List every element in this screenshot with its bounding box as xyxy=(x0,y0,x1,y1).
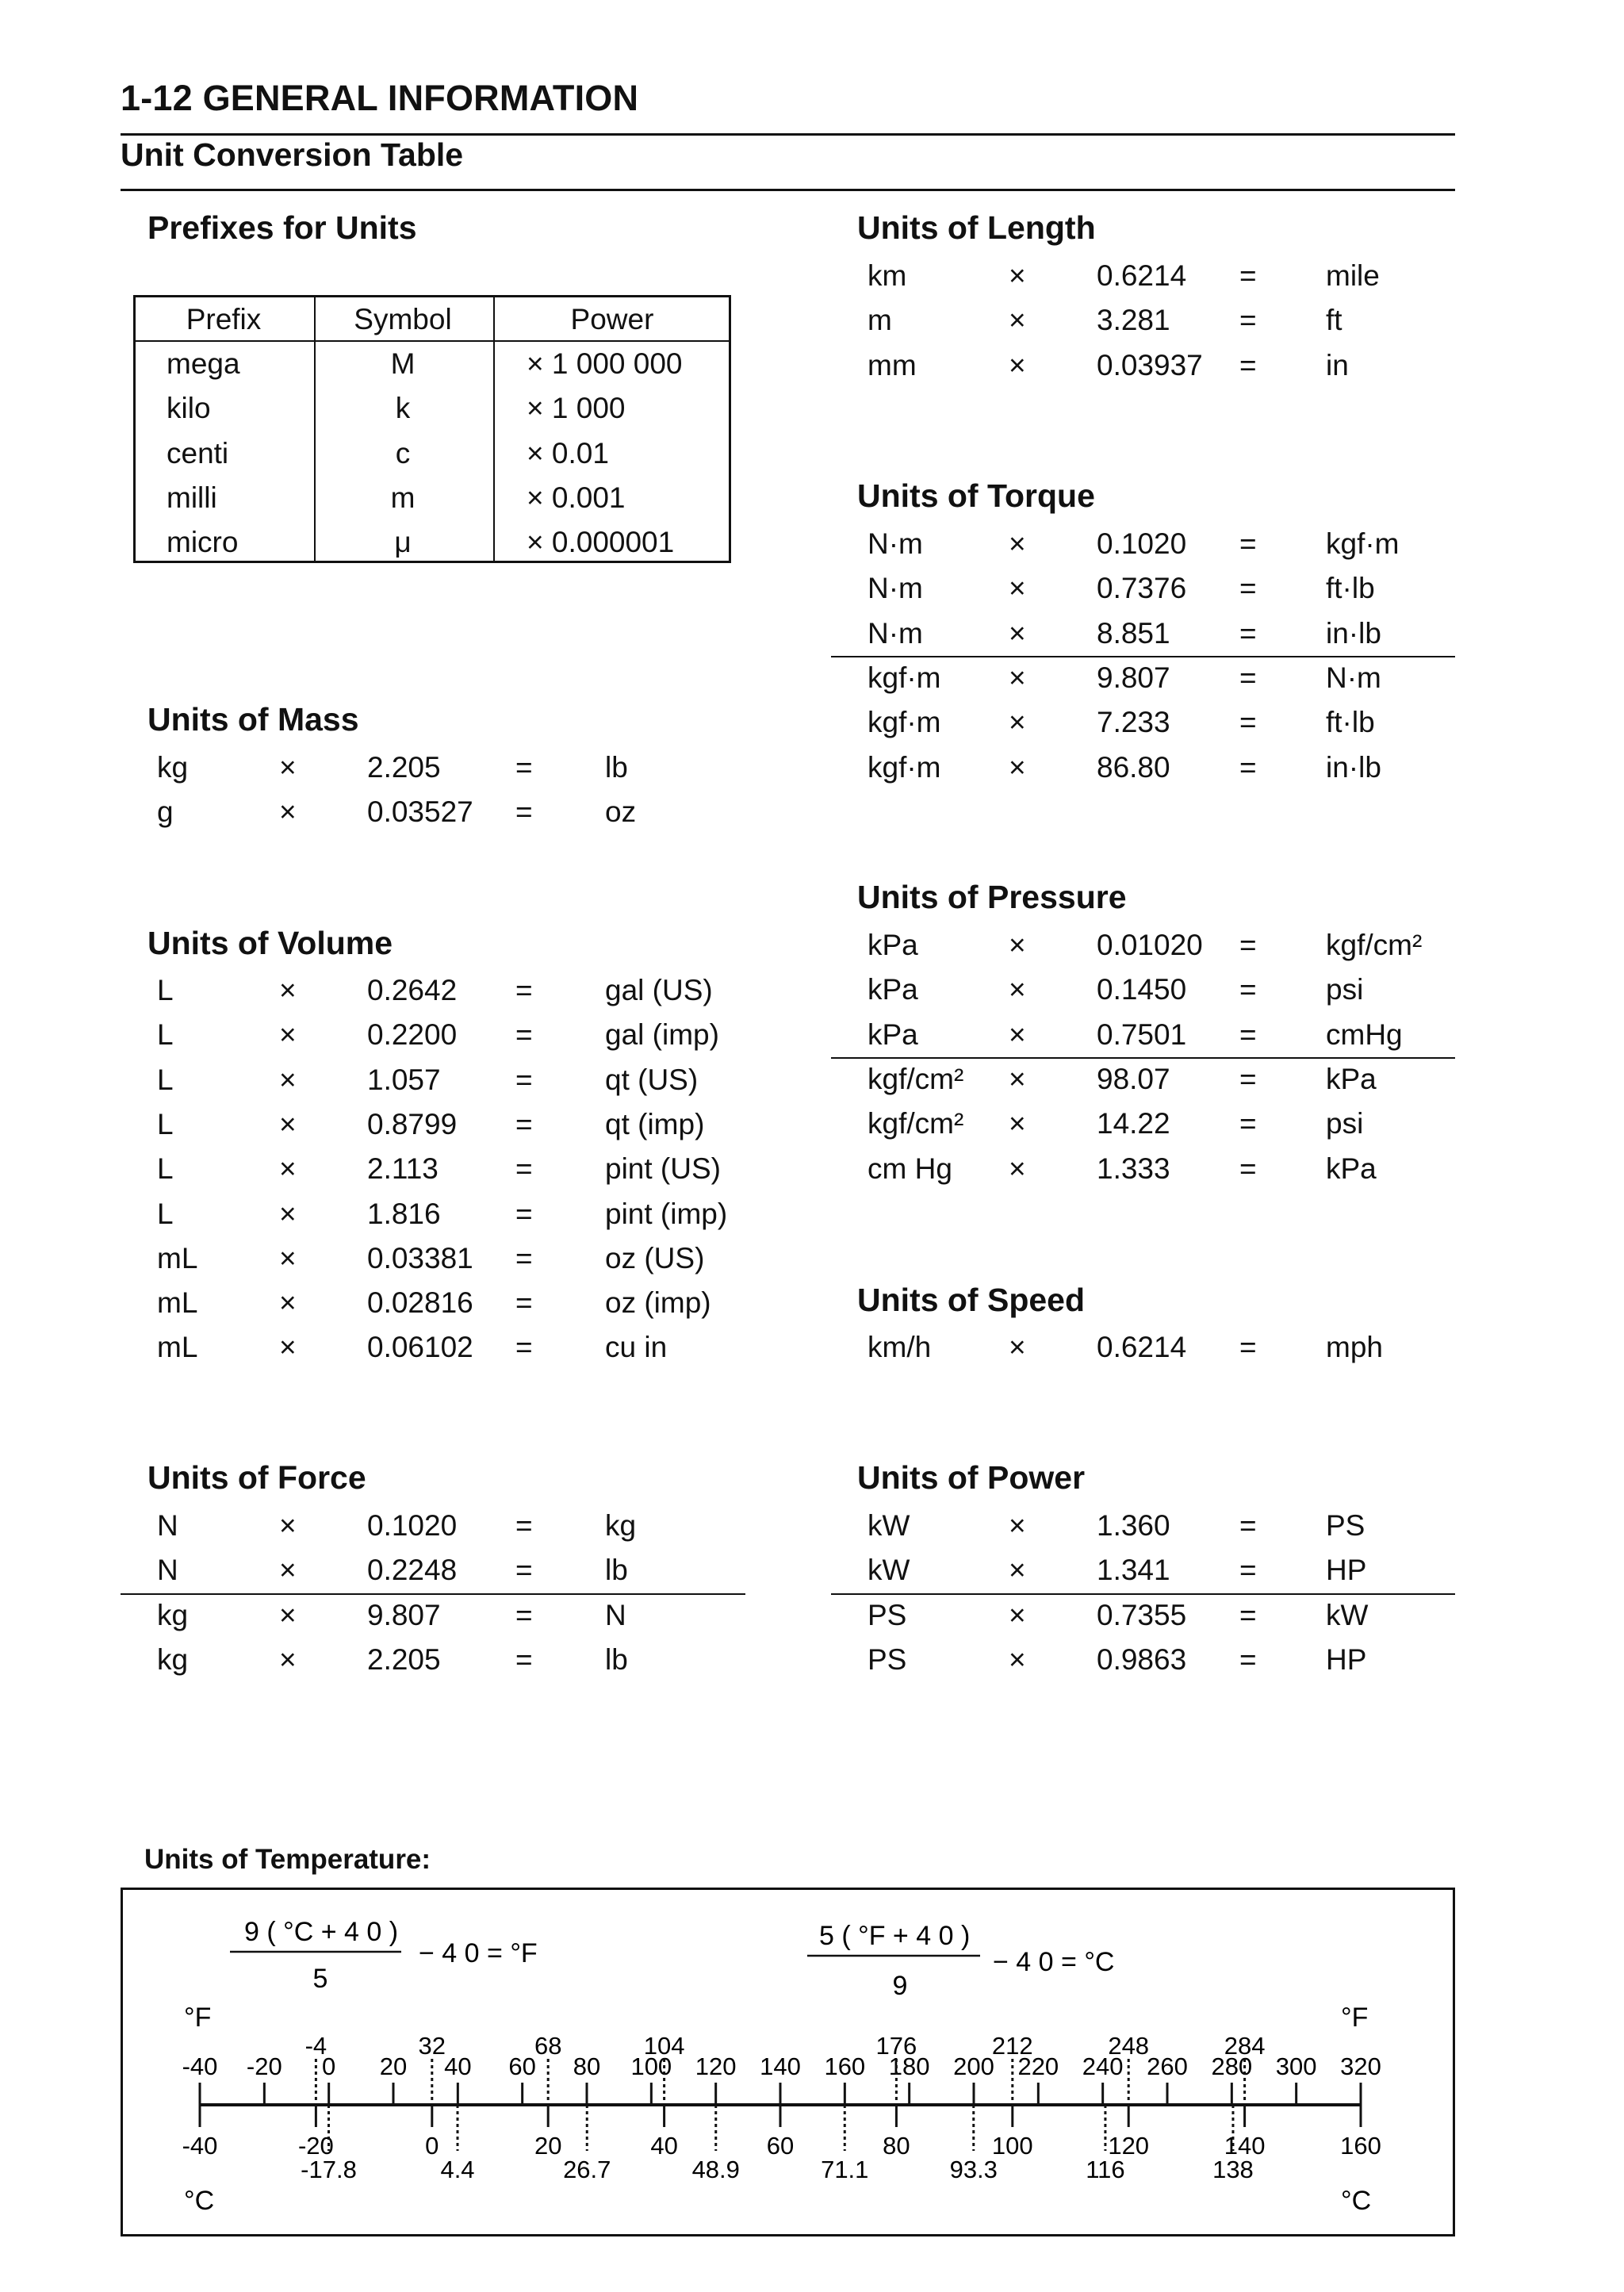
mass-times-sign: × xyxy=(279,795,297,829)
pressure-to-unit: kPa xyxy=(1326,1062,1377,1095)
c-special-label: 4.4 xyxy=(440,2156,475,2183)
pressure-to-unit: psi xyxy=(1326,1107,1364,1140)
prefix-symbol: m xyxy=(390,481,416,514)
power-to-unit: kW xyxy=(1326,1598,1369,1631)
pressure-from-unit: kPa xyxy=(868,1018,918,1051)
mass-factor: 2.205 xyxy=(367,751,441,784)
page-subtitle: Unit Conversion Table xyxy=(121,136,464,173)
length-factor: 0.03937 xyxy=(1097,348,1203,381)
volume-factor: 0.8799 xyxy=(367,1107,458,1140)
volume-to-unit: gal (US) xyxy=(605,974,713,1006)
power-from-unit: kW xyxy=(868,1554,910,1587)
pressure-to-unit: kgf/cm² xyxy=(1326,929,1423,961)
power-equals-sign: = xyxy=(1239,1509,1257,1542)
formula-f-to-c-result: − 4 0 = °C xyxy=(993,1947,1115,1977)
fahrenheit-label-left: °F xyxy=(184,2003,212,2033)
power-from-unit: PS xyxy=(868,1598,907,1631)
force-times-sign: × xyxy=(279,1509,297,1542)
torque-to-unit: in·lb xyxy=(1326,616,1381,650)
volume-factor: 0.2642 xyxy=(367,974,458,1006)
mass-times-sign: × xyxy=(279,751,297,784)
power-equals-sign: = xyxy=(1239,1642,1257,1676)
volume-from-unit: mL xyxy=(157,1241,198,1274)
force-to-unit: lb xyxy=(605,1554,628,1587)
prefix-table-header: Power xyxy=(570,303,654,335)
force-to-unit: N xyxy=(605,1598,626,1631)
c-special-label: -17.8 xyxy=(301,2156,357,2183)
volume-times-sign: × xyxy=(279,1197,297,1230)
speed-to-unit: mph xyxy=(1326,1331,1383,1363)
celsius-label-left: °C xyxy=(184,2186,215,2216)
mass-from-unit: kg xyxy=(157,751,189,784)
volume-from-unit: L xyxy=(157,1063,174,1096)
speed-times-sign: × xyxy=(1009,1331,1026,1363)
prefix-name: milli xyxy=(167,481,217,514)
power-factor: 0.7355 xyxy=(1097,1598,1187,1631)
volume-times-sign: × xyxy=(279,1152,297,1186)
torque-times-sign: × xyxy=(1009,572,1026,605)
prefix-power: × 0.01 xyxy=(527,436,609,470)
volume-equals-sign: = xyxy=(515,1286,533,1320)
c-tick-label: 40 xyxy=(650,2132,678,2160)
force-factor: 0.2248 xyxy=(367,1554,458,1587)
speed-title: Units of Speed xyxy=(857,1282,1086,1318)
volume-from-unit: L xyxy=(157,1152,174,1186)
torque-equals-sign: = xyxy=(1239,750,1257,784)
pressure-to-unit: cmHg xyxy=(1326,1018,1403,1051)
force-equals-sign: = xyxy=(515,1554,533,1587)
power-equals-sign: = xyxy=(1239,1554,1257,1587)
formula-c-to-f-denominator: 5 xyxy=(312,1964,328,1994)
prefix-symbol: μ xyxy=(394,526,412,559)
f-special-label: 104 xyxy=(643,2032,685,2060)
pressure-from-unit: cm Hg xyxy=(868,1152,952,1185)
c-special-label: 116 xyxy=(1086,2156,1125,2183)
volume-to-unit: oz (US) xyxy=(605,1241,705,1274)
c-tick-label: -20 xyxy=(297,2132,334,2160)
force-from-unit: N xyxy=(157,1554,178,1587)
length-equals-sign: = xyxy=(1239,259,1257,292)
c-tick-label: 0 xyxy=(425,2132,439,2160)
f-tick-label: 220 xyxy=(1017,2052,1059,2080)
torque-to-unit: kgf·m xyxy=(1326,527,1400,560)
volume-from-unit: mL xyxy=(157,1286,198,1320)
pressure-equals-sign: = xyxy=(1239,1018,1257,1051)
prefix-name: centi xyxy=(167,436,229,470)
torque-equals-sign: = xyxy=(1239,616,1257,650)
prefix-power: × 1 000 xyxy=(527,392,626,425)
f-tick-label: 200 xyxy=(953,2052,994,2080)
length-from-unit: mm xyxy=(868,348,917,381)
f-tick-label: 240 xyxy=(1082,2052,1124,2080)
volume-factor: 0.03381 xyxy=(367,1241,473,1274)
volume-equals-sign: = xyxy=(515,1197,533,1230)
pressure-from-unit: kgf/cm² xyxy=(868,1062,964,1095)
formula-f-to-c-numerator: 5 ( °F + 4 0 ) xyxy=(819,1921,971,1951)
power-title: Units of Power xyxy=(857,1459,1086,1496)
torque-factor: 0.7376 xyxy=(1097,572,1187,605)
power-times-sign: × xyxy=(1009,1509,1026,1542)
f-tick-label: 300 xyxy=(1275,2052,1317,2080)
formula-f-to-c-denominator: 9 xyxy=(892,1971,908,2001)
pressure-from-unit: kgf/cm² xyxy=(868,1107,964,1140)
c-tick-label: 140 xyxy=(1224,2132,1266,2160)
volume-to-unit: cu in xyxy=(605,1331,668,1364)
f-special-label: 32 xyxy=(418,2032,446,2060)
torque-to-unit: ft·lb xyxy=(1326,572,1375,605)
volume-equals-sign: = xyxy=(515,1331,533,1364)
pressure-factor: 0.01020 xyxy=(1097,929,1203,961)
force-times-sign: × xyxy=(279,1598,297,1631)
torque-equals-sign: = xyxy=(1239,706,1257,739)
pressure-times-sign: × xyxy=(1009,973,1026,1006)
length-to-unit: ft xyxy=(1326,304,1342,337)
volume-to-unit: qt (imp) xyxy=(605,1107,705,1140)
pressure-from-unit: kPa xyxy=(868,929,918,961)
volume-times-sign: × xyxy=(279,1063,297,1096)
torque-from-unit: N·m xyxy=(868,527,923,560)
c-tick-label: 80 xyxy=(883,2132,910,2160)
torque-times-sign: × xyxy=(1009,706,1026,739)
pressure-factor: 14.22 xyxy=(1097,1107,1170,1140)
pressure-times-sign: × xyxy=(1009,1018,1026,1051)
mass-equals-sign: = xyxy=(515,751,533,784)
torque-from-unit: kgf·m xyxy=(868,706,941,739)
temperature-title: Units of Temperature: xyxy=(144,1844,431,1875)
torque-from-unit: N·m xyxy=(868,572,923,605)
speed-equals-sign: = xyxy=(1239,1331,1257,1363)
formula-c-to-f-result: − 4 0 = °F xyxy=(419,1938,538,1968)
length-to-unit: mile xyxy=(1326,259,1380,292)
prefix-power: × 0.000001 xyxy=(527,526,675,559)
torque-to-unit: in·lb xyxy=(1326,750,1381,784)
volume-factor: 1.816 xyxy=(367,1197,441,1230)
length-times-sign: × xyxy=(1009,259,1026,292)
pressure-times-sign: × xyxy=(1009,929,1026,961)
f-tick-label: 160 xyxy=(824,2052,866,2080)
length-times-sign: × xyxy=(1009,304,1026,337)
force-factor: 9.807 xyxy=(367,1598,441,1631)
volume-times-sign: × xyxy=(279,1018,297,1052)
torque-times-sign: × xyxy=(1009,527,1026,560)
volume-equals-sign: = xyxy=(515,1241,533,1274)
power-factor: 1.360 xyxy=(1097,1509,1170,1542)
power-to-unit: PS xyxy=(1326,1509,1365,1542)
volume-to-unit: gal (imp) xyxy=(605,1018,719,1052)
force-times-sign: × xyxy=(279,1642,297,1676)
fahrenheit-label-right: °F xyxy=(1341,2003,1369,2033)
volume-factor: 2.113 xyxy=(367,1152,439,1186)
f-tick-label: 20 xyxy=(379,2052,408,2080)
prefix-table-header: Prefix xyxy=(186,303,262,335)
f-tick-label: 140 xyxy=(760,2052,801,2080)
force-from-unit: N xyxy=(157,1509,178,1542)
f-tick-label: 40 xyxy=(444,2052,472,2080)
pressure-times-sign: × xyxy=(1009,1107,1026,1140)
page-title: 1-12 GENERAL INFORMATION xyxy=(121,78,639,118)
power-from-unit: PS xyxy=(868,1642,907,1676)
volume-from-unit: L xyxy=(157,1107,174,1140)
c-special-label: 26.7 xyxy=(563,2156,611,2183)
torque-title: Units of Torque xyxy=(857,477,1095,514)
c-special-label: 48.9 xyxy=(691,2156,740,2183)
prefix-name: micro xyxy=(167,526,239,559)
force-times-sign: × xyxy=(279,1554,297,1587)
pressure-title: Units of Pressure xyxy=(857,879,1127,915)
force-factor: 2.205 xyxy=(367,1642,441,1676)
f-tick-label: 0 xyxy=(322,2052,336,2080)
volume-times-sign: × xyxy=(279,1241,297,1274)
pressure-equals-sign: = xyxy=(1239,1152,1257,1185)
force-factor: 0.1020 xyxy=(367,1509,458,1542)
c-tick-label: 60 xyxy=(766,2132,795,2160)
force-to-unit: lb xyxy=(605,1642,628,1676)
length-title: Units of Length xyxy=(857,209,1096,246)
prefix-power: × 1 000 000 xyxy=(527,347,683,380)
pressure-times-sign: × xyxy=(1009,1152,1026,1185)
force-title: Units of Force xyxy=(147,1459,366,1496)
volume-equals-sign: = xyxy=(515,974,533,1006)
volume-equals-sign: = xyxy=(515,1063,533,1096)
f-special-label: 212 xyxy=(991,2032,1033,2060)
celsius-label-right: °C xyxy=(1341,2186,1372,2216)
volume-equals-sign: = xyxy=(515,1152,533,1186)
volume-from-unit: L xyxy=(157,1197,174,1230)
pressure-equals-sign: = xyxy=(1239,1062,1257,1095)
f-special-label: 176 xyxy=(875,2032,917,2060)
c-special-label: 93.3 xyxy=(949,2156,998,2183)
power-to-unit: HP xyxy=(1326,1554,1367,1587)
power-factor: 1.341 xyxy=(1097,1554,1170,1587)
f-special-label: 248 xyxy=(1108,2032,1150,2060)
volume-factor: 0.06102 xyxy=(367,1331,473,1364)
pressure-to-unit: kPa xyxy=(1326,1152,1377,1185)
pressure-equals-sign: = xyxy=(1239,929,1257,961)
length-to-unit: in xyxy=(1326,348,1349,381)
torque-from-unit: N·m xyxy=(868,616,923,650)
volume-equals-sign: = xyxy=(515,1018,533,1052)
f-tick-label: 260 xyxy=(1147,2052,1188,2080)
torque-equals-sign: = xyxy=(1239,572,1257,605)
volume-to-unit: pint (imp) xyxy=(605,1197,728,1230)
c-tick-label: 120 xyxy=(1108,2132,1150,2160)
pressure-equals-sign: = xyxy=(1239,1107,1257,1140)
f-tick-label: 120 xyxy=(695,2052,737,2080)
volume-times-sign: × xyxy=(279,1331,297,1364)
c-tick-label: 20 xyxy=(534,2132,562,2160)
torque-equals-sign: = xyxy=(1239,661,1257,694)
f-tick-label: -40 xyxy=(182,2052,218,2080)
c-tick-label: 100 xyxy=(991,2132,1033,2160)
f-special-label: 284 xyxy=(1224,2032,1266,2060)
length-factor: 0.6214 xyxy=(1097,259,1187,292)
f-tick-label: 100 xyxy=(630,2052,672,2080)
c-special-label: 138 xyxy=(1212,2156,1254,2183)
mass-from-unit: g xyxy=(157,795,174,829)
c-special-label: 71.1 xyxy=(821,2156,869,2183)
volume-from-unit: mL xyxy=(157,1331,198,1364)
force-equals-sign: = xyxy=(515,1509,533,1542)
prefix-power: × 0.001 xyxy=(527,481,626,514)
length-from-unit: m xyxy=(868,304,892,337)
volume-from-unit: L xyxy=(157,1018,174,1052)
volume-times-sign: × xyxy=(279,974,297,1006)
force-equals-sign: = xyxy=(515,1642,533,1676)
mass-factor: 0.03527 xyxy=(367,795,473,829)
length-factor: 3.281 xyxy=(1097,304,1170,337)
prefixes-title: Prefixes for Units xyxy=(147,209,417,246)
torque-factor: 7.233 xyxy=(1097,706,1170,739)
force-from-unit: kg xyxy=(157,1598,189,1631)
volume-equals-sign: = xyxy=(515,1107,533,1140)
f-tick-label: -20 xyxy=(246,2052,282,2080)
pressure-factor: 0.1450 xyxy=(1097,973,1187,1006)
torque-from-unit: kgf·m xyxy=(868,750,941,784)
torque-factor: 9.807 xyxy=(1097,661,1170,694)
f-special-label: -4 xyxy=(304,2032,327,2060)
mass-to-unit: lb xyxy=(605,751,628,784)
pressure-to-unit: psi xyxy=(1326,973,1364,1006)
c-tick-label: 160 xyxy=(1340,2132,1381,2160)
torque-factor: 86.80 xyxy=(1097,750,1170,784)
length-times-sign: × xyxy=(1009,348,1026,381)
prefix-symbol: k xyxy=(395,392,411,425)
torque-to-unit: N·m xyxy=(1326,661,1381,694)
power-times-sign: × xyxy=(1009,1598,1026,1631)
torque-to-unit: ft·lb xyxy=(1326,706,1375,739)
volume-times-sign: × xyxy=(279,1107,297,1140)
power-from-unit: kW xyxy=(868,1509,910,1542)
volume-factor: 0.2200 xyxy=(367,1018,458,1052)
mass-title: Units of Mass xyxy=(147,701,359,738)
torque-equals-sign: = xyxy=(1239,527,1257,560)
torque-factor: 0.1020 xyxy=(1097,527,1187,560)
f-tick-label: 320 xyxy=(1340,2052,1381,2080)
length-from-unit: km xyxy=(868,259,907,292)
torque-times-sign: × xyxy=(1009,750,1026,784)
f-tick-label: 180 xyxy=(888,2052,930,2080)
prefix-name: mega xyxy=(167,347,240,380)
force-from-unit: kg xyxy=(157,1642,189,1676)
torque-times-sign: × xyxy=(1009,616,1026,650)
c-tick-label: -40 xyxy=(182,2132,218,2160)
pressure-equals-sign: = xyxy=(1239,973,1257,1006)
torque-times-sign: × xyxy=(1009,661,1026,694)
pressure-factor: 0.7501 xyxy=(1097,1018,1187,1051)
pressure-factor: 1.333 xyxy=(1097,1152,1170,1185)
prefix-symbol: c xyxy=(395,436,411,470)
pressure-factor: 98.07 xyxy=(1097,1062,1170,1095)
torque-factor: 8.851 xyxy=(1097,616,1170,650)
length-equals-sign: = xyxy=(1239,348,1257,381)
prefix-table-header: Symbol xyxy=(354,303,452,335)
f-tick-label: 280 xyxy=(1211,2052,1253,2080)
power-times-sign: × xyxy=(1009,1554,1026,1587)
volume-factor: 0.02816 xyxy=(367,1286,473,1320)
prefix-symbol: M xyxy=(390,347,416,380)
volume-to-unit: oz (imp) xyxy=(605,1286,711,1320)
force-equals-sign: = xyxy=(515,1598,533,1631)
f-tick-label: 80 xyxy=(573,2052,601,2080)
volume-to-unit: qt (US) xyxy=(605,1063,699,1096)
torque-from-unit: kgf·m xyxy=(868,661,941,694)
power-factor: 0.9863 xyxy=(1097,1642,1187,1676)
f-tick-label: 60 xyxy=(508,2052,536,2080)
power-equals-sign: = xyxy=(1239,1598,1257,1631)
speed-factor: 0.6214 xyxy=(1097,1331,1187,1363)
speed-from-unit: km/h xyxy=(868,1331,932,1363)
pressure-from-unit: kPa xyxy=(868,973,918,1006)
volume-from-unit: L xyxy=(157,974,174,1006)
f-special-label: 68 xyxy=(534,2032,562,2060)
volume-times-sign: × xyxy=(279,1286,297,1320)
power-to-unit: HP xyxy=(1326,1642,1367,1676)
volume-factor: 1.057 xyxy=(367,1063,441,1096)
mass-equals-sign: = xyxy=(515,795,533,829)
prefix-name: kilo xyxy=(167,392,211,425)
force-to-unit: kg xyxy=(605,1509,637,1542)
volume-title: Units of Volume xyxy=(147,925,393,961)
length-equals-sign: = xyxy=(1239,304,1257,337)
formula-c-to-f-numerator: 9 ( °C + 4 0 ) xyxy=(244,1917,399,1947)
volume-to-unit: pint (US) xyxy=(605,1152,721,1186)
power-times-sign: × xyxy=(1009,1642,1026,1676)
pressure-times-sign: × xyxy=(1009,1062,1026,1095)
mass-to-unit: oz xyxy=(605,795,637,829)
